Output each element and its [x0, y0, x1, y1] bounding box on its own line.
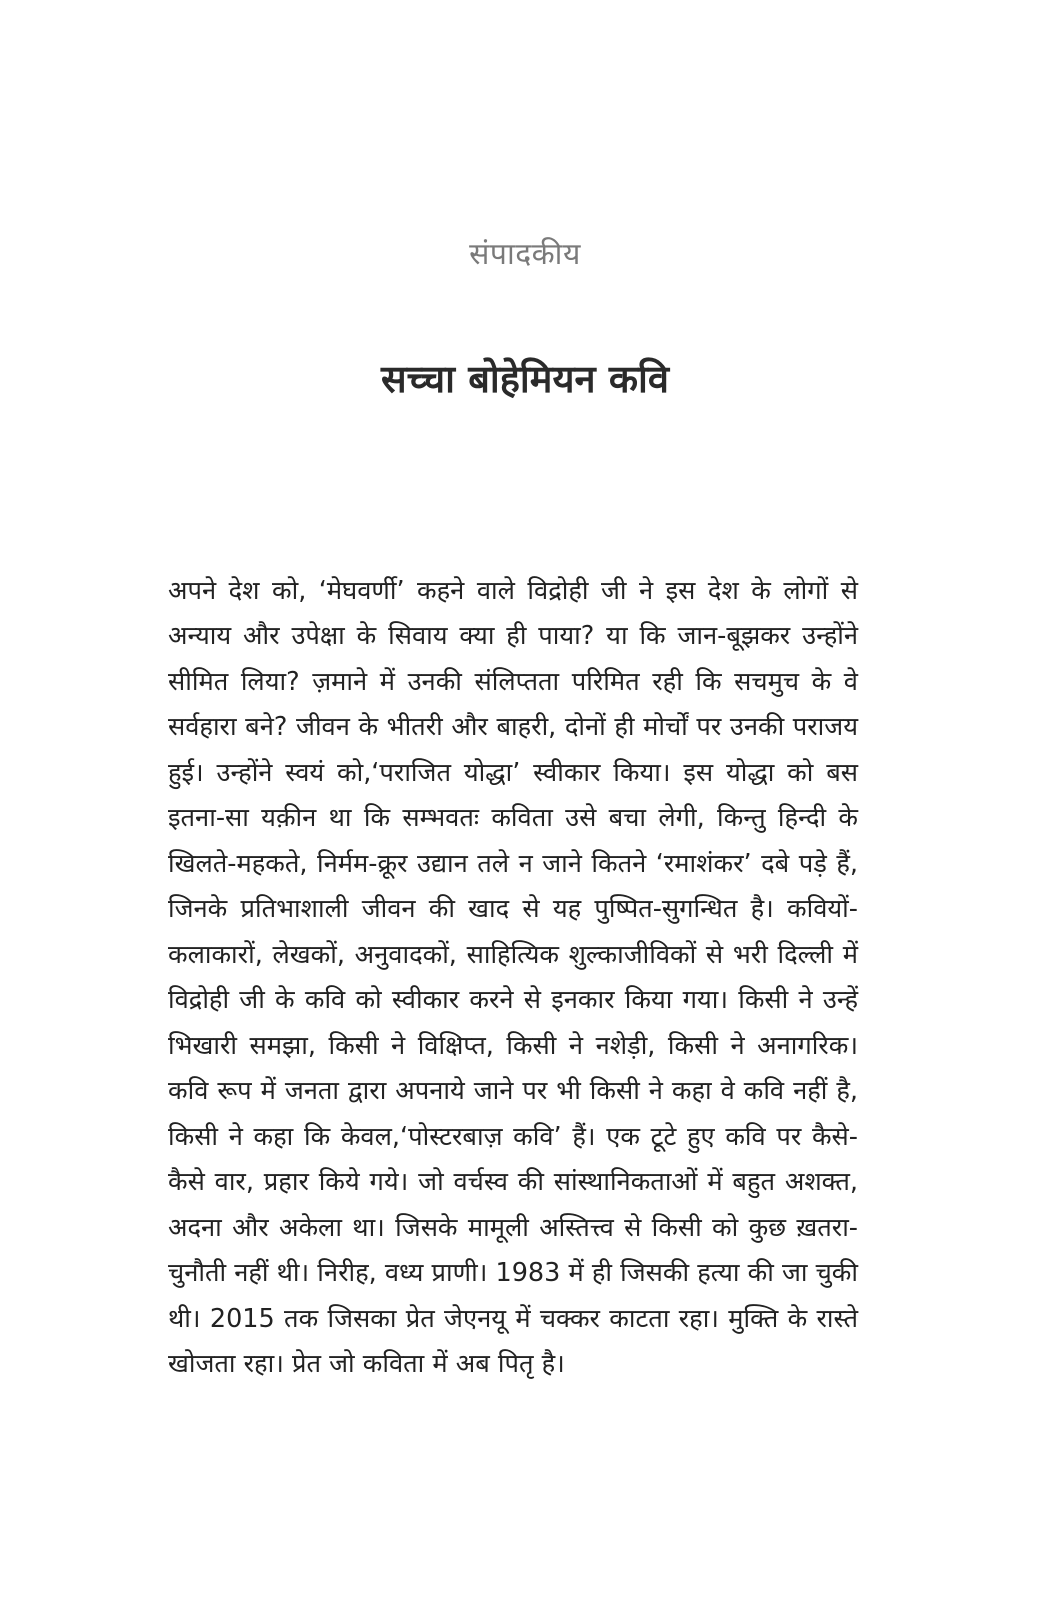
section-label: संपादकीय: [469, 237, 581, 272]
page-title: सच्चा बोहेमियन कवि: [380, 357, 669, 401]
body-paragraph: अपने देश को, ‘मेघवर्णी’ कहने वाले विद्रोही जी ने इस देश के लोगों से अन्याय और उपेक्षा के सिवाय क्या ही पाया? या कि जान-बूझकर उन्होंने सीमित लिया? ज़माने में उनकी संलिप्तता परिमित रही कि सचमुच के वे सर्वहारा बने? जीवन के भीतरी और बाहरी, दोनों ही मोर्चों पर उनकी पराजय हुई। उन्होंने स्वयं को,‘पराजित योद्धा’ स्वीकार किया। इस योद्धा को बस इतना-सा यक़ीन था कि सम्भवतः कविता उसे बचा लेगी, किन्तु हिन्दी के खिलते-महकते, निर्मम-क्रूर उद्यान तले न जाने कितने ‘रमाशंकर’ दबे पड़े हैं, जिनके प्रतिभाशाली जीवन की खाद से यह पुष्पित-सुगन्धित है। कवियों-कलाकारों, लेखकों, अनुवादकों, साहित्यिक शुल्काजीविकों से भरी दिल्ली में विद्रोही जी के कवि को स्वीकार करने से इनकार किया गया। किसी ने उन्हें भिखारी समझा, किसी ने विक्षिप्त, किसी ने नशेड़ी, किसी ने अनागरिक। कवि रूप में जनता द्वारा अपनाये जाने पर भी किसी ने कहा वे कवि नहीं है, किसी ने कहा कि केवल,‘पोस्टरबाज़ कवि’ हैं। एक टूटे हुए कवि पर कैसे-कैसे वार, प्रहार किये गये। जो वर्चस्व की सांस्थानिकताओं में बहुत अशक्त, अदना और अकेला था। जिसके मामूली अस्तित्त्व से किसी को कुछ ख़तरा-चुनौती नहीं थी। निरीह, वध्य प्राणी। 1983 में ही जिसकी हत्या की जा चुकी थी। 2015 तक जिसका प्रेत जेएनयू में चक्कर काटता रहा। मुक्ति के रास्ते खोजता रहा। प्रेत जो कविता में अब पितृ है।: [168, 575, 858, 1379]
